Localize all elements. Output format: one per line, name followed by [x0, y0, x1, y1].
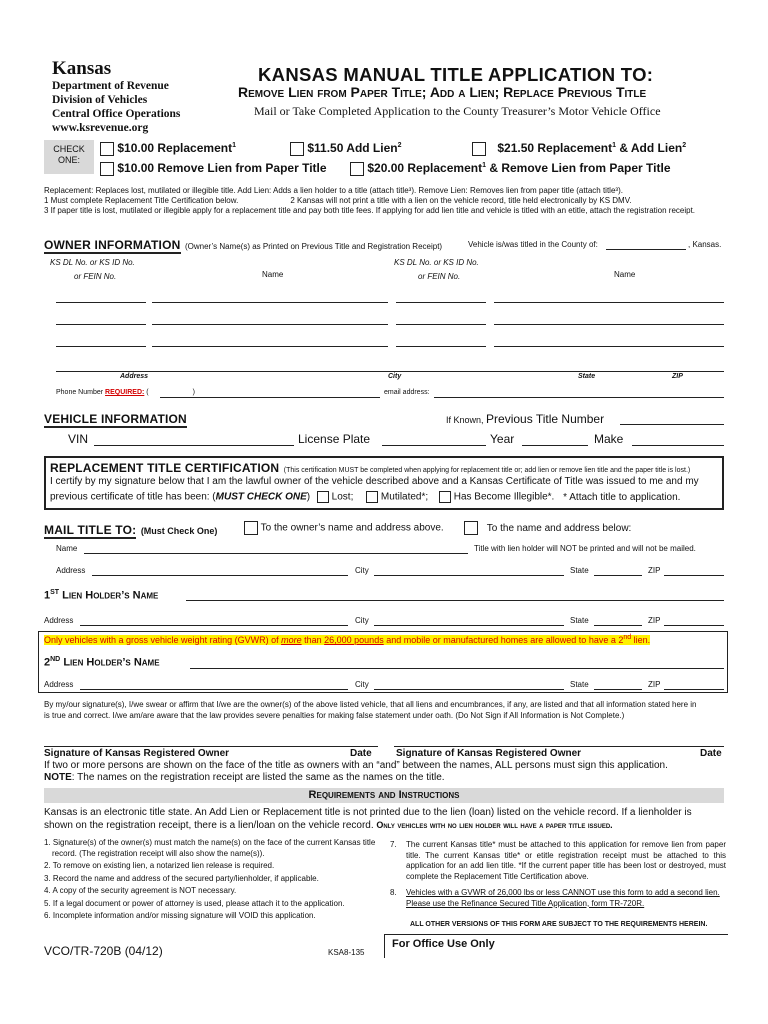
- mail-below-option[interactable]: To the name and address below:: [464, 521, 631, 535]
- lien1-zip-label: ZIP: [648, 616, 661, 625]
- requirement-item: 6. Incomplete information and/or missing signature will VOID this application.: [44, 911, 316, 920]
- mail-city-label: City: [355, 566, 369, 575]
- name-field-5[interactable]: [152, 346, 388, 347]
- option-remove-lien[interactable]: $10.00 Remove Lien from Paper Title: [100, 161, 327, 176]
- address-label: Address: [120, 373, 149, 380]
- dl-label-left: KS DL No. or KS ID No. or FEIN No.: [50, 258, 135, 281]
- check-one-label: CHECK ONE:: [44, 140, 94, 174]
- dl-field-4[interactable]: [396, 324, 486, 325]
- requirement-item: 4. A copy of the security agreement is NOT necessary.: [44, 886, 237, 895]
- requirements-left-list: [44, 838, 380, 922]
- agency-office: Central Office Operations: [52, 108, 181, 120]
- agency-website: www.ksrevenue.org: [52, 122, 149, 134]
- replacement-remove-lien-checkbox[interactable]: [350, 162, 364, 176]
- footnote-3: 3 If paper title is lost, mutilated or illegible apply for a replacement title and pay both title fees. If applying for add lien title and vehicle is titled with an etitle, attach the registration receipt.: [44, 206, 696, 215]
- requirement-item: 7. The current Kansas title* must be attached to this application for remove lien from paper title. The current Kansas title* or etitle registration receipt must be attached to this application for an add lien title. *If the current paper title has been lost or destroyed, must complete the Replacement Title Certification above.: [390, 840, 726, 881]
- name-field-2[interactable]: [494, 302, 724, 303]
- mail-name-label: Name: [56, 544, 78, 553]
- lien1-state-label: State: [570, 616, 589, 625]
- address-field[interactable]: [56, 371, 724, 372]
- lien2-state-label: State: [570, 680, 589, 689]
- illegible-checkbox[interactable]: [439, 491, 451, 503]
- mail-address-label: Address: [56, 566, 86, 575]
- option-add-lien[interactable]: $11.50 Add Lien$^2$: [290, 141, 402, 156]
- phone-label: Phone Number REQUIRED: ( ): [56, 389, 195, 396]
- requirement-item: 8. Vehicles with a GVWR of 26,000 lbs or less CANNOT use this form to add a second lien. Please use the Refinance Secured Title Application, form TR-720R.: [390, 888, 720, 908]
- plate-field[interactable]: [382, 445, 486, 446]
- lien1-city-field[interactable]: [374, 625, 564, 626]
- signature-line-2[interactable]: [394, 746, 724, 747]
- name-label-left: Name: [262, 270, 284, 279]
- dl-field-6[interactable]: [396, 346, 486, 347]
- dl-field-3[interactable]: [56, 324, 146, 325]
- vin-field[interactable]: [94, 445, 294, 446]
- email-label: email address:: [384, 389, 430, 396]
- mail-owner-checkbox[interactable]: [244, 521, 258, 535]
- mail-title-header: MAIL TITLE TO: (Must Check One): [44, 523, 218, 537]
- lien1-header: 1ST Lien Holder’s Name: [44, 589, 159, 602]
- replacement-cert-line2: previous certificate of title has been: (MUST CHECK ONE) Lost; Mutilated*; Has Become Illegible*. * Attach title to application.: [50, 491, 681, 503]
- mail-zip-field[interactable]: [664, 575, 724, 576]
- previous-title-field[interactable]: [620, 424, 724, 425]
- signature-date-1: Date: [350, 748, 372, 759]
- phone-field[interactable]: [160, 397, 380, 398]
- lien1-address-label: Address: [44, 616, 74, 625]
- agency-block: [52, 79, 180, 135]
- lien2-address-label: Address: [44, 680, 74, 689]
- definitions-line: Replacement: Replaces lost, mutilated or illegible title. Add Lien: Adds a lien holder to a title (attach title³). Remove Lien: Removes lien from paper title (attach title³).: [44, 186, 623, 195]
- lien2-header: 2ND Lien Holder’s Name: [44, 656, 160, 669]
- owner-section-header: OWNER INFORMATION (Owner’s Name(s) as Printed on Previous Title and Registration Receipt): [44, 238, 443, 252]
- vehicle-section-header: VEHICLE INFORMATION: [44, 412, 187, 426]
- city-label: City: [388, 373, 402, 380]
- county-field[interactable]: [606, 249, 686, 250]
- office-use-label: For Office Use Only: [392, 938, 495, 950]
- lien2-address-field[interactable]: [80, 689, 348, 690]
- dl-field-1[interactable]: [56, 302, 146, 303]
- requirement-item: 5. If a legal document or power of attorney is used, please attach it to the application.: [44, 898, 345, 908]
- year-label: Year: [490, 432, 515, 446]
- lien1-name-field[interactable]: [186, 600, 724, 601]
- replacement-add-lien-checkbox[interactable]: [472, 142, 486, 156]
- mail-state-label: State: [570, 566, 589, 575]
- option-replacement-remove-lien[interactable]: $20.00 Replacement$^1$ & Remove Lien from Paper Title: [350, 161, 671, 176]
- gvwr-note: Only vehicles with a gross vehicle weight rating (GVWR) of more than 26,000 pounds and mobile or manufactured homes are allowed to have a 2nd lien.: [44, 634, 651, 645]
- plate-label: License Plate: [298, 432, 371, 446]
- add-lien-checkbox[interactable]: [290, 142, 304, 156]
- mail-name-field[interactable]: [84, 553, 468, 554]
- form-title: KANSAS MANUAL TITLE APPLICATION TO:: [258, 64, 654, 85]
- all-other-versions: ALL OTHER VERSIONS OF THIS FORM ARE SUBJECT TO THE REQUIREMENTS HEREIN.: [410, 921, 708, 928]
- mutilated-checkbox[interactable]: [366, 491, 378, 503]
- footnote-1-2: 1 Must complete Replacement Title Certification below. 2 Kansas will not print a title with a lien on the vehicle record, title held electronically by KS DMV.: [44, 196, 632, 205]
- signature-line-1[interactable]: [44, 746, 378, 747]
- signature-date-2: Date: [700, 748, 722, 759]
- lien2-city-field[interactable]: [374, 689, 564, 690]
- name-field-4[interactable]: [494, 324, 724, 325]
- form-number: VCO/TR-720B (04/12): [44, 944, 163, 958]
- option-replacement[interactable]: $10.00 Replacement$^1$: [100, 141, 236, 156]
- mail-address-field[interactable]: [92, 575, 348, 576]
- dl-field-5[interactable]: [56, 346, 146, 347]
- year-field[interactable]: [522, 445, 588, 446]
- name-field-6[interactable]: [494, 346, 724, 347]
- oath-text: By my/our signature(s), I/we swear or affirm that I/we are the owner(s) of the above listed vehicle, that all liens and encumbrances, if any, are listed and that all information stated here in is true and correct. I/we am/are aware that the law provides severe penalties for making false statement under oath. (Do Not Sign if All Information is Not Complete.): [44, 700, 697, 720]
- email-field[interactable]: [434, 397, 724, 398]
- dl-field-2[interactable]: [396, 302, 486, 303]
- replacement-checkbox[interactable]: [100, 142, 114, 156]
- signature-label-1: Signature of Kansas Registered Owner: [44, 748, 230, 759]
- state-label: State: [578, 373, 596, 380]
- requirement-item: 1. Signature(s) of the owner(s) must match the name(s) on the face of the current Kansas title record. (The registration receipt will also show the name(s)).: [44, 838, 376, 858]
- lien2-zip-label: ZIP: [648, 680, 661, 689]
- vin-label: VIN: [68, 432, 89, 446]
- lien2-city-label: City: [355, 680, 369, 689]
- make-label: Make: [594, 432, 624, 446]
- mail-state-field[interactable]: [594, 575, 642, 576]
- name-field-1[interactable]: [152, 302, 388, 303]
- lien2-state-field[interactable]: [594, 689, 642, 690]
- remove-lien-checkbox[interactable]: [100, 162, 114, 176]
- option-replacement-add-lien[interactable]: $21.50 Replacement$^1$ & Add Lien$^2$: [472, 141, 686, 156]
- statute-code: KSA8-135: [328, 948, 365, 957]
- name-label-right: Name: [614, 270, 636, 279]
- mail-owner-option[interactable]: To the owner’s name and address above.: [244, 521, 444, 535]
- lien2-name-field[interactable]: [190, 668, 724, 669]
- definitions: [44, 186, 734, 216]
- county-text: Vehicle is/was titled in the County of:: [468, 240, 598, 249]
- county-suffix: , Kansas.: [688, 240, 722, 249]
- signature-notes: If two or more persons are shown on the face of the title as owners with an “and” between the names, ALL persons must sign this application. NOTE: The names on the registration receipt are listed the same as the names on the title.: [44, 760, 668, 783]
- mail-note: Mail or Take Completed Application to the County Treasurer’s Motor Vehicle Office: [254, 104, 661, 118]
- mail-zip-label: ZIP: [648, 566, 661, 575]
- zip-label: ZIP: [672, 373, 683, 380]
- lost-checkbox[interactable]: [317, 491, 329, 503]
- replacement-cert-header: REPLACEMENT TITLE CERTIFICATION (This certification MUST be completed when applying for replacement title or; add lien or remove lien title and the paper title is lost.): [50, 461, 691, 475]
- mail-city-field[interactable]: [374, 575, 564, 576]
- agency-dept: Department of Revenue: [52, 80, 169, 92]
- requirement-item: 2. To remove on existing lien, a notarized lien release is required.: [44, 861, 275, 870]
- replacement-cert-line1: I certify by my signature below that I am the lawful owner of the vehicle described above and a Kansas Certificate of Title was issued to me and my: [50, 476, 699, 487]
- mail-below-checkbox[interactable]: [464, 521, 478, 535]
- agency-division: Division of Vehicles: [52, 94, 148, 106]
- requirements-right-list: [390, 840, 726, 909]
- dl-label-right: KS DL No. or KS ID No. or FEIN No.: [394, 258, 479, 281]
- lien1-zip-field[interactable]: [664, 625, 724, 626]
- form-subtitle: Remove Lien from Paper Title; Add a Lien; Replace Previous Title: [238, 84, 647, 100]
- name-field-3[interactable]: [152, 324, 388, 325]
- lien1-state-field[interactable]: [594, 625, 642, 626]
- requirement-item: 3. Record the name and address of the secured party/lienholder, if applicable.: [44, 873, 319, 883]
- requirements-intro: Kansas is an electronic title state. An Add Lien or Replacement title is not printed due to the lien (loan) listed on the vehicle record. If a lienholder is shown on the registration receipt, there is a lien/loan on the vehicle record. Only vehicles with no lien holder will have a paper title issued.: [44, 807, 692, 831]
- signature-label-2: Signature of Kansas Registered Owner: [396, 748, 582, 759]
- lien1-city-label: City: [355, 616, 369, 625]
- make-field[interactable]: [632, 445, 724, 446]
- lien1-address-field[interactable]: [80, 625, 348, 626]
- if-known-label: If Known, Previous Title Number: [446, 412, 605, 426]
- lien2-zip-field[interactable]: [664, 689, 724, 690]
- kansas-logo: Kansas: [52, 58, 112, 79]
- requirements-header: Requirements and Instructions: [44, 788, 724, 803]
- mail-name-note: Title with lien holder will NOT be printed and will not be mailed.: [474, 544, 696, 553]
